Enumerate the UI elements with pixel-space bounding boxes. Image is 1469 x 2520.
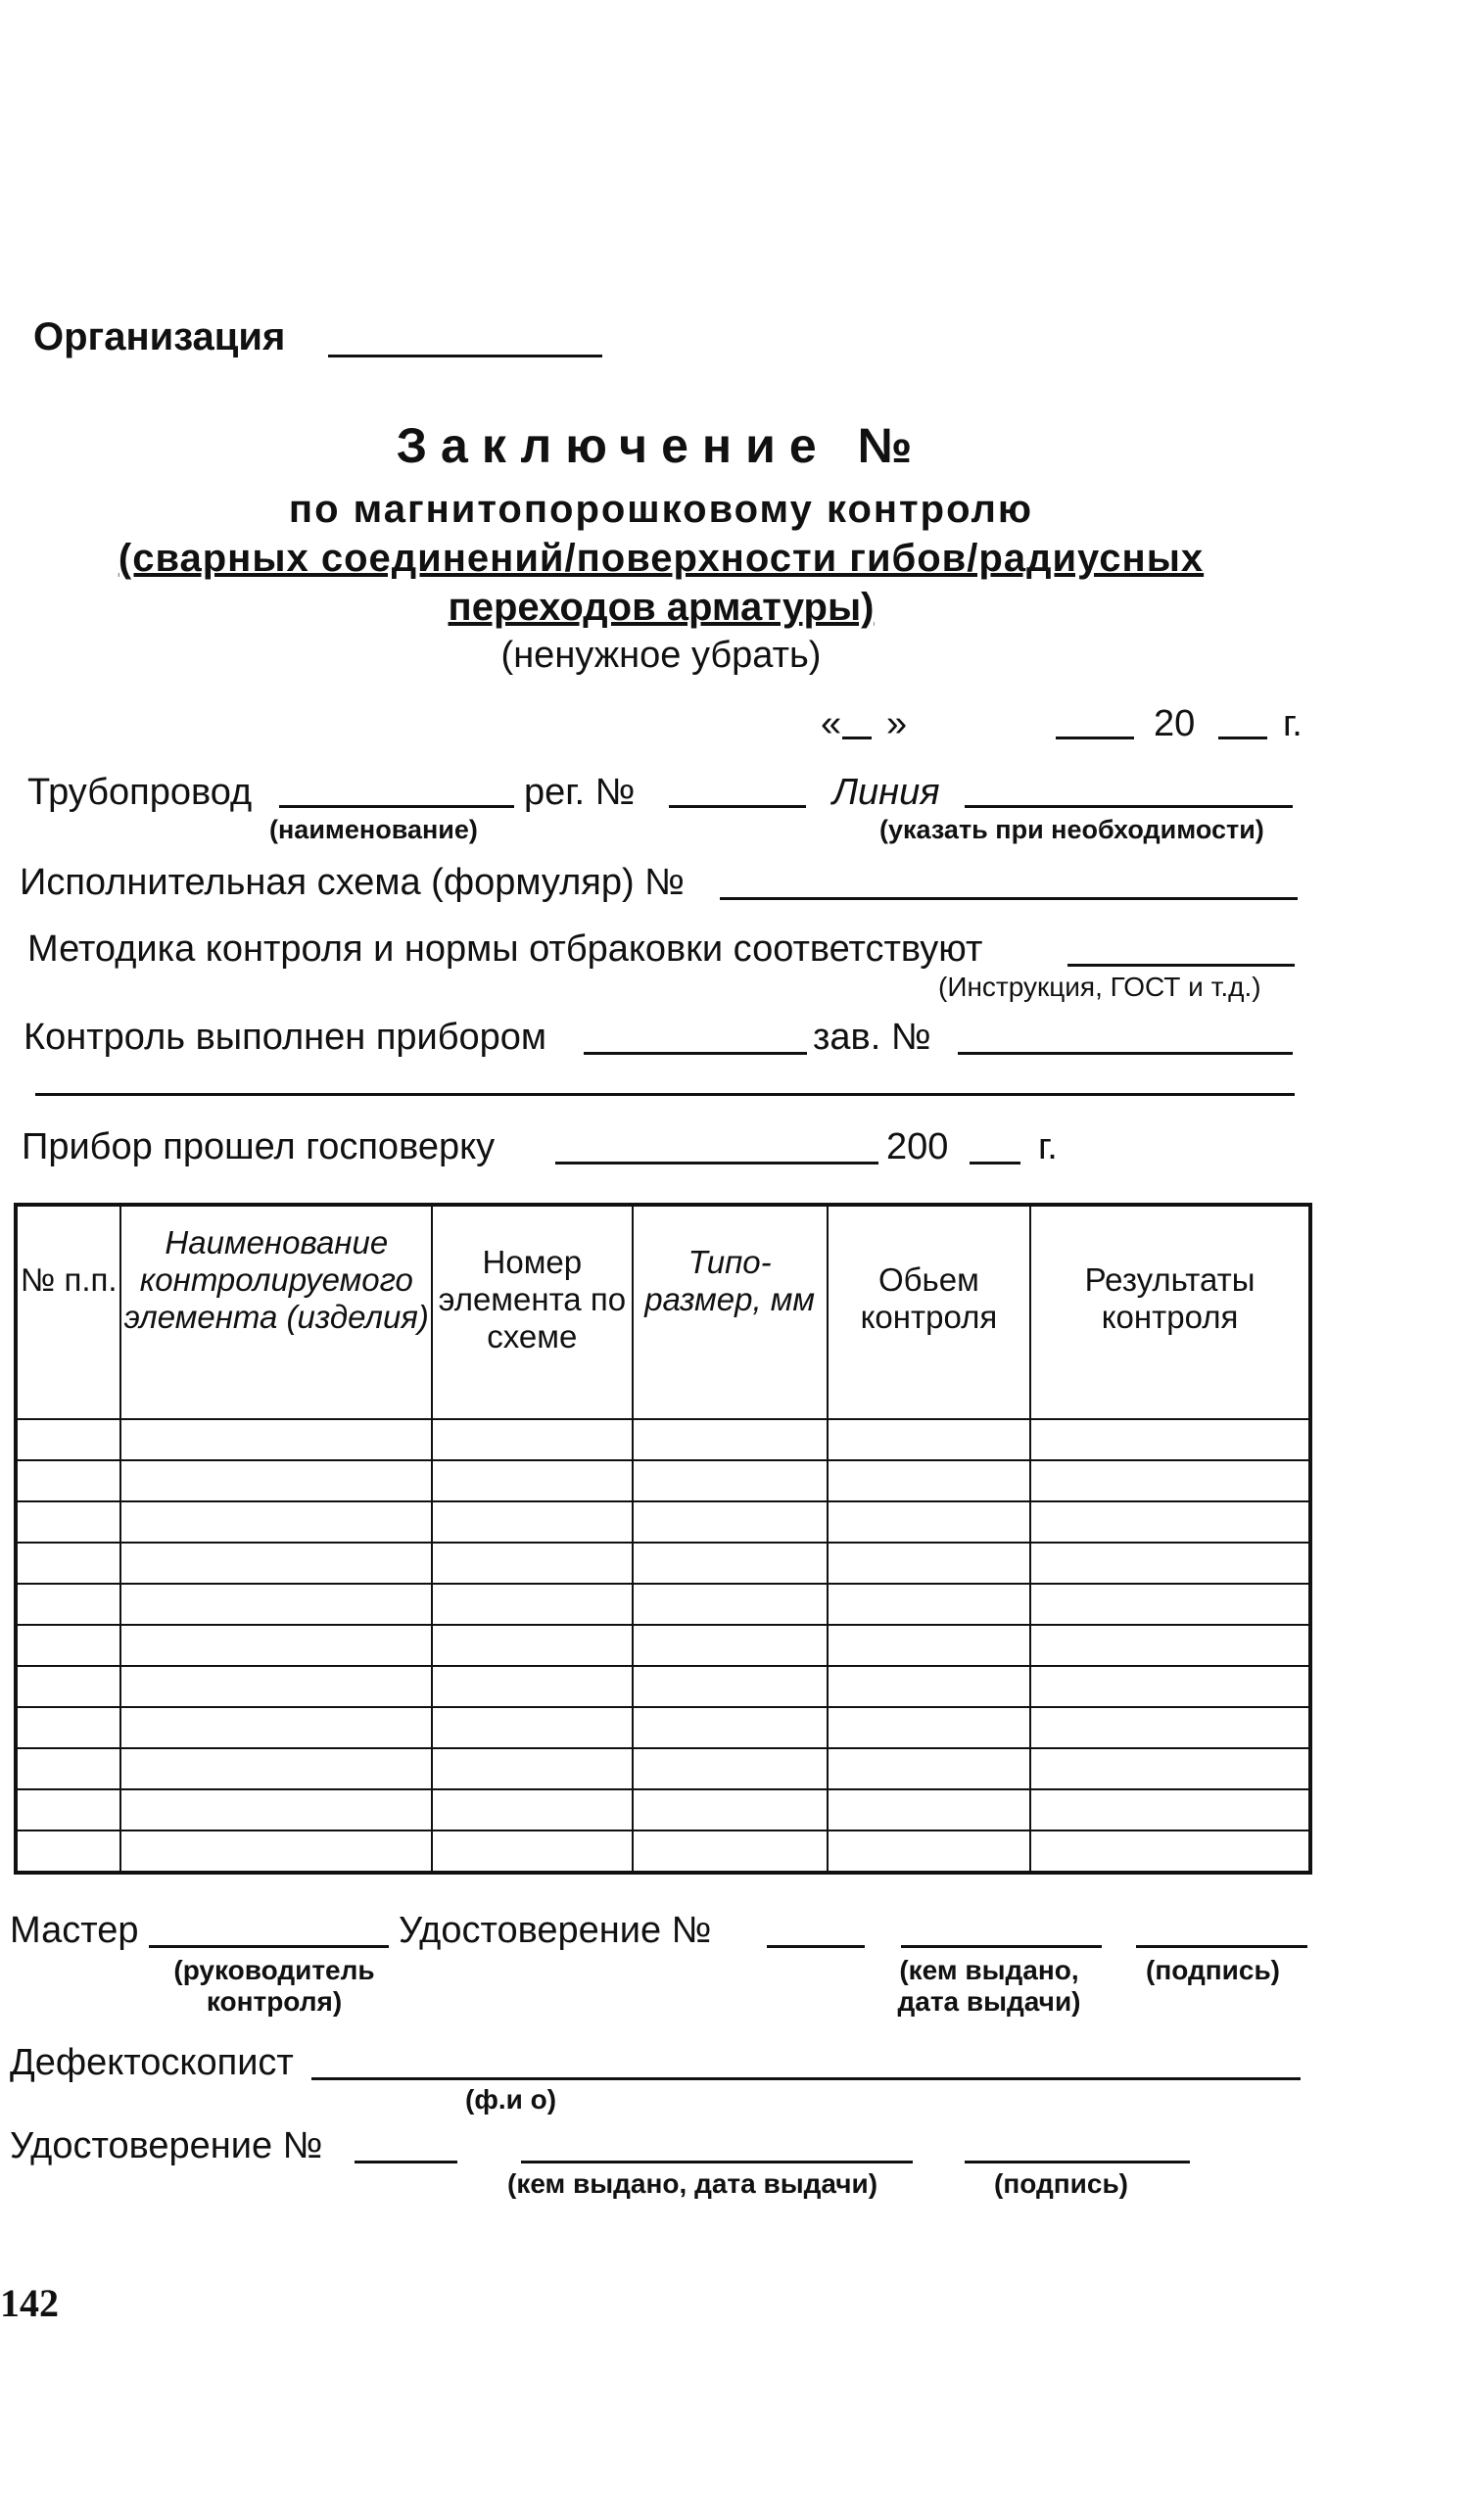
- table-row: [16, 1543, 1310, 1584]
- table-cell[interactable]: [16, 1460, 120, 1501]
- table-cell[interactable]: [120, 1625, 432, 1666]
- organization-label: Организация: [33, 315, 286, 358]
- verification-suffix: г.: [1038, 1126, 1058, 1167]
- cert-label: Удостоверение №: [399, 1910, 712, 1951]
- table-cell[interactable]: [1030, 1831, 1310, 1873]
- reg-label: рег. №: [524, 772, 636, 813]
- scheme-field[interactable]: [720, 897, 1298, 900]
- device-field[interactable]: [584, 1052, 807, 1055]
- table-cell[interactable]: [828, 1748, 1030, 1789]
- title-line-1: по магнитопорошковому контролю: [288, 488, 1034, 531]
- pipeline-hint: (наименование): [269, 815, 478, 844]
- verification-field[interactable]: [555, 1162, 878, 1165]
- table-cell[interactable]: [432, 1625, 632, 1666]
- table-cell[interactable]: [16, 1625, 120, 1666]
- table-cell[interactable]: [633, 1625, 828, 1666]
- title-line-2: (сварных соединений/поверхности гибов/радиусных: [118, 537, 1205, 580]
- table-cell[interactable]: [633, 1460, 828, 1501]
- table-cell[interactable]: [1030, 1584, 1310, 1625]
- table-cell[interactable]: [633, 1584, 828, 1625]
- table-cell[interactable]: [120, 1501, 432, 1543]
- issued2-hint: (кем выдано, дата выдачи): [507, 2168, 878, 2199]
- header-number: № п.п.: [16, 1205, 120, 1419]
- table-cell[interactable]: [1030, 1789, 1310, 1831]
- table-cell[interactable]: [16, 1419, 120, 1460]
- serial-field[interactable]: [958, 1052, 1293, 1055]
- table-cell[interactable]: [1030, 1666, 1310, 1707]
- master-label: Мастер: [10, 1910, 139, 1951]
- date-open-quote: «: [821, 703, 842, 744]
- table-cell[interactable]: [828, 1543, 1030, 1584]
- table-cell[interactable]: [1030, 1460, 1310, 1501]
- table-cell[interactable]: [828, 1625, 1030, 1666]
- table-cell[interactable]: [120, 1584, 432, 1625]
- defect-field[interactable]: [311, 2077, 1301, 2080]
- table-cell[interactable]: [120, 1831, 432, 1873]
- table-cell[interactable]: [16, 1707, 120, 1748]
- reg-field[interactable]: [669, 805, 806, 808]
- table-cell[interactable]: [432, 1419, 632, 1460]
- cert-field[interactable]: [767, 1945, 865, 1948]
- header-size: Типо-размер, мм: [633, 1205, 828, 1419]
- table-cell[interactable]: [16, 1501, 120, 1543]
- table-cell[interactable]: [633, 1748, 828, 1789]
- table-cell[interactable]: [828, 1831, 1030, 1873]
- table-cell[interactable]: [16, 1789, 120, 1831]
- table-row: [16, 1501, 1310, 1543]
- table-cell[interactable]: [828, 1789, 1030, 1831]
- scheme-label: Исполнительная схема (формуляр) №: [20, 862, 685, 903]
- date-year-suffix: г.: [1283, 703, 1303, 744]
- table-cell[interactable]: [1030, 1748, 1310, 1789]
- table-cell[interactable]: [432, 1831, 632, 1873]
- table-cell[interactable]: [432, 1707, 632, 1748]
- table-cell[interactable]: [633, 1831, 828, 1873]
- table-cell[interactable]: [120, 1419, 432, 1460]
- table-cell[interactable]: [828, 1501, 1030, 1543]
- issued-hint: (кем выдано, дата выдачи): [897, 1955, 1081, 2017]
- table-cell[interactable]: [16, 1543, 120, 1584]
- table-cell[interactable]: [16, 1584, 120, 1625]
- date-day-field[interactable]: [842, 737, 872, 739]
- table-cell[interactable]: [432, 1748, 632, 1789]
- method-field[interactable]: [1067, 964, 1295, 967]
- table-cell[interactable]: [16, 1831, 120, 1873]
- table-row: [16, 1831, 1310, 1873]
- cert2-field[interactable]: [355, 2161, 457, 2163]
- method-label: Методика контроля и нормы отбраковки соответствуют: [27, 928, 983, 970]
- master-hint: (руководитель контроля): [173, 1955, 375, 2017]
- issued-field[interactable]: [901, 1945, 1102, 1948]
- sign-field[interactable]: [1136, 1945, 1307, 1948]
- date-close-quote: »: [886, 703, 908, 744]
- verification-year: 200: [886, 1126, 949, 1167]
- method-hint: (Инструкция, ГОСТ и т.д.): [938, 972, 1261, 1002]
- table-cell[interactable]: [432, 1501, 632, 1543]
- table-cell[interactable]: [633, 1501, 828, 1543]
- sign2-hint: (подпись): [994, 2168, 1128, 2199]
- title-note: (ненужное убрать): [500, 635, 822, 676]
- date-year-field[interactable]: [1218, 737, 1267, 739]
- serial-label: зав. №: [813, 1017, 931, 1058]
- header-volume: Обьем контроля: [828, 1205, 1030, 1419]
- table-cell[interactable]: [120, 1707, 432, 1748]
- table-cell[interactable]: [633, 1543, 828, 1584]
- table-row: [16, 1789, 1310, 1831]
- table-cell[interactable]: [120, 1460, 432, 1501]
- table-cell[interactable]: [432, 1460, 632, 1501]
- table-cell[interactable]: [633, 1666, 828, 1707]
- table-cell[interactable]: [120, 1748, 432, 1789]
- table-cell[interactable]: [16, 1748, 120, 1789]
- table-cell[interactable]: [633, 1707, 828, 1748]
- table-cell[interactable]: [1030, 1501, 1310, 1543]
- table-cell[interactable]: [120, 1666, 432, 1707]
- table-cell[interactable]: [633, 1789, 828, 1831]
- table-cell[interactable]: [1030, 1419, 1310, 1460]
- header-element-name: Наименование контролируемого элемента (изделия): [120, 1205, 432, 1419]
- page-number: 142: [0, 2281, 59, 2325]
- pipeline-label: Трубопровод: [27, 772, 253, 813]
- date-year-prefix: 20: [1154, 703, 1196, 744]
- cert2-label: Удостоверение №: [10, 2125, 323, 2166]
- verification-label: Прибор прошел госповерку: [22, 1126, 496, 1167]
- header-element-number: Номер элемента по схеме: [432, 1205, 632, 1419]
- issued2-field[interactable]: [521, 2161, 913, 2163]
- header-results: Результаты контроля: [1030, 1205, 1310, 1419]
- inspection-table: [14, 1203, 1312, 1875]
- verification-year-field[interactable]: [970, 1162, 1020, 1165]
- table-cell[interactable]: [120, 1543, 432, 1584]
- device-extra-field[interactable]: [35, 1093, 1295, 1096]
- sign-hint: (подпись): [1146, 1955, 1280, 1985]
- table-cell[interactable]: [432, 1543, 632, 1584]
- table-row: [16, 1584, 1310, 1625]
- organization-field[interactable]: [328, 355, 602, 357]
- table-row: [16, 1460, 1310, 1501]
- table-row: [16, 1419, 1310, 1460]
- table-cell[interactable]: [1030, 1625, 1310, 1666]
- table-cell[interactable]: [1030, 1543, 1310, 1584]
- fio-hint: (ф.и о): [465, 2084, 557, 2115]
- table-cell[interactable]: [120, 1789, 432, 1831]
- table-row: [16, 1707, 1310, 1748]
- table-cell[interactable]: [432, 1789, 632, 1831]
- table-cell[interactable]: [828, 1707, 1030, 1748]
- table-row: [16, 1748, 1310, 1789]
- sign2-field[interactable]: [965, 2161, 1190, 2163]
- date-month-field[interactable]: [1056, 737, 1134, 739]
- table-cell[interactable]: [16, 1666, 120, 1707]
- pipeline-field[interactable]: [279, 805, 514, 808]
- table-row: [16, 1666, 1310, 1707]
- device-label: Контроль выполнен прибором: [24, 1017, 547, 1058]
- line-field[interactable]: [965, 805, 1293, 808]
- table-cell[interactable]: [828, 1460, 1030, 1501]
- line-hint: (указать при необходимости): [879, 815, 1264, 844]
- table-cell[interactable]: [828, 1666, 1030, 1707]
- title-line-3: переходов арматуры): [448, 586, 875, 629]
- line-label: Линия: [832, 772, 940, 813]
- table-row: [16, 1625, 1310, 1666]
- table-cell[interactable]: [828, 1419, 1030, 1460]
- table-cell[interactable]: [633, 1419, 828, 1460]
- table-cell[interactable]: [1030, 1707, 1310, 1748]
- table-cell[interactable]: [828, 1584, 1030, 1625]
- table-header-row: [16, 1205, 1310, 1419]
- table-body: [16, 1419, 1310, 1873]
- master-field[interactable]: [149, 1945, 389, 1948]
- defect-label: Дефектоскопист: [10, 2042, 294, 2083]
- table-cell[interactable]: [432, 1666, 632, 1707]
- document-title: Заключение №: [396, 418, 926, 473]
- table-cell[interactable]: [432, 1584, 632, 1625]
